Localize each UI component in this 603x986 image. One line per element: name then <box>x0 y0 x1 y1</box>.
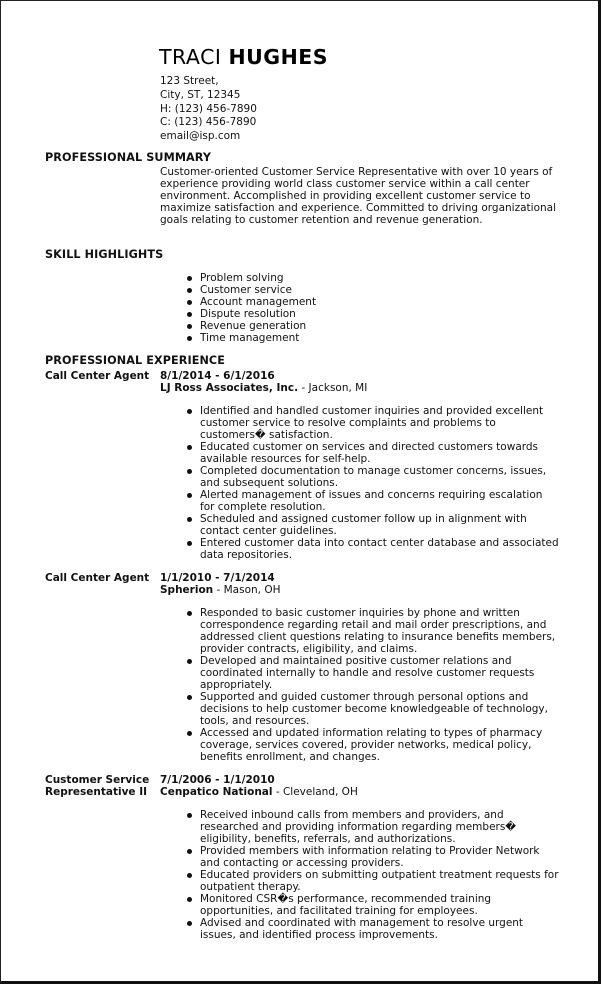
company-name: LJ Ross Associates, Inc. <box>160 382 299 394</box>
contact-email: email@isp.com <box>160 130 241 143</box>
company-location: - Jackson, MI <box>298 382 368 394</box>
job-title: Customer Service Representative II <box>45 774 150 798</box>
list-item: Received inbound calls from members and providers, and researched and providing information regarding members� eligibility, benefits, referrals, and authorizations. <box>200 809 560 845</box>
job-employer <box>160 382 367 394</box>
list-item: Revenue generation <box>200 320 560 332</box>
job-bullets <box>200 405 560 561</box>
skills-list <box>200 272 560 344</box>
job-title: Call Center Agent <box>45 572 150 584</box>
experience-heading: PROFESSIONAL EXPERIENCE <box>45 354 225 367</box>
list-item: Problem solving <box>200 272 560 284</box>
job-employer <box>160 584 281 596</box>
list-item: Completed documentation to manage customer concerns, issues, and subsequent solutions. <box>200 465 560 489</box>
list-item: Supported and guided customer through personal options and decisions to help customer become knowledgeable of technology, tools, and resources. <box>200 691 560 727</box>
contact-home-phone: H: (123) 456-7890 <box>160 102 257 115</box>
company-location: - Cleveland, OH <box>272 786 358 798</box>
list-item: Educated providers on submitting outpatient treatment requests for outpatient therapy. <box>200 869 559 893</box>
list-item: Responded to basic customer inquiries by phone and written correspondence regarding retail and mail order prescriptions, and addressed client questions relating to insurance benefits members, provider contracts, eligibility, and claims. <box>200 607 560 655</box>
list-item: Accessed and updated information relating to types of pharmacy coverage, services covered, provider networks, medical policy, benefits enrollment, and changes. <box>200 727 560 763</box>
list-item: Account management <box>200 296 560 308</box>
list-item: Developed and maintained positive customer relations and coordinated internally to handle and resolve customer requests appropriately. <box>200 655 560 691</box>
list-item: Provided members with information relating to Provider Network and contacting or accessing providers. <box>200 845 560 869</box>
company-name: Spherion <box>160 584 214 596</box>
list-item: Alerted management of issues and concerns requiring escalation for complete resolution. <box>200 489 560 513</box>
company-location: - Mason, OH <box>213 584 281 596</box>
list-item: Entered customer data into contact center database and associated data repositories. <box>200 537 559 561</box>
list-item: Educated customer on services and directed customers towards available resources for self-help. <box>200 441 560 465</box>
skills-heading: SKILL HIGHLIGHTS <box>45 248 164 261</box>
last-name: HUGHES <box>228 45 329 69</box>
list-item: Customer service <box>200 284 560 296</box>
list-item: Identified and handled customer inquiries and provided excellent customer service to resolve complaints and problems to customers� satisfaction. <box>200 405 560 441</box>
list-item: Scheduled and assigned customer follow up in alignment with contact center guidelines. <box>200 513 560 537</box>
job-bullets <box>200 607 560 763</box>
list-item: Advised and coordinated with management to resolve urgent issues, and identified process improvements. <box>200 917 560 941</box>
job-bullets <box>200 809 560 941</box>
company-name: Cenpatico National <box>160 786 273 798</box>
list-item: Monitored CSR�s performance, recommended training opportunities, and facilitated training for employees. <box>200 893 560 917</box>
contact-city: City, ST, 12345 <box>160 88 241 101</box>
job-dates: 8/1/2014 - 6/1/2016 <box>160 370 275 382</box>
contact-cell-phone: C: (123) 456-7890 <box>160 116 257 129</box>
contact-street: 123 Street, <box>160 75 219 87</box>
summary-text: Customer-oriented Customer Service Representative with over 10 years of experience providing world class customer service within a call center environment. Accomplished in providing excellent customer service to maximize satisfaction and experience. Committed to driving organizational goals relating to customer retention and revenue generation. <box>160 166 557 226</box>
job-dates: 1/1/2010 - 7/1/2014 <box>160 572 275 584</box>
summary-heading: PROFESSIONAL SUMMARY <box>45 151 212 164</box>
job-employer <box>160 786 358 798</box>
candidate-name <box>159 45 328 69</box>
contact-block <box>160 75 257 144</box>
list-item: Dispute resolution <box>200 308 560 320</box>
job-title: Call Center Agent <box>45 370 150 382</box>
first-name: TRACI <box>159 45 222 69</box>
list-item: Time management <box>200 332 560 344</box>
job-dates: 7/1/2006 - 1/1/2010 <box>160 774 275 786</box>
